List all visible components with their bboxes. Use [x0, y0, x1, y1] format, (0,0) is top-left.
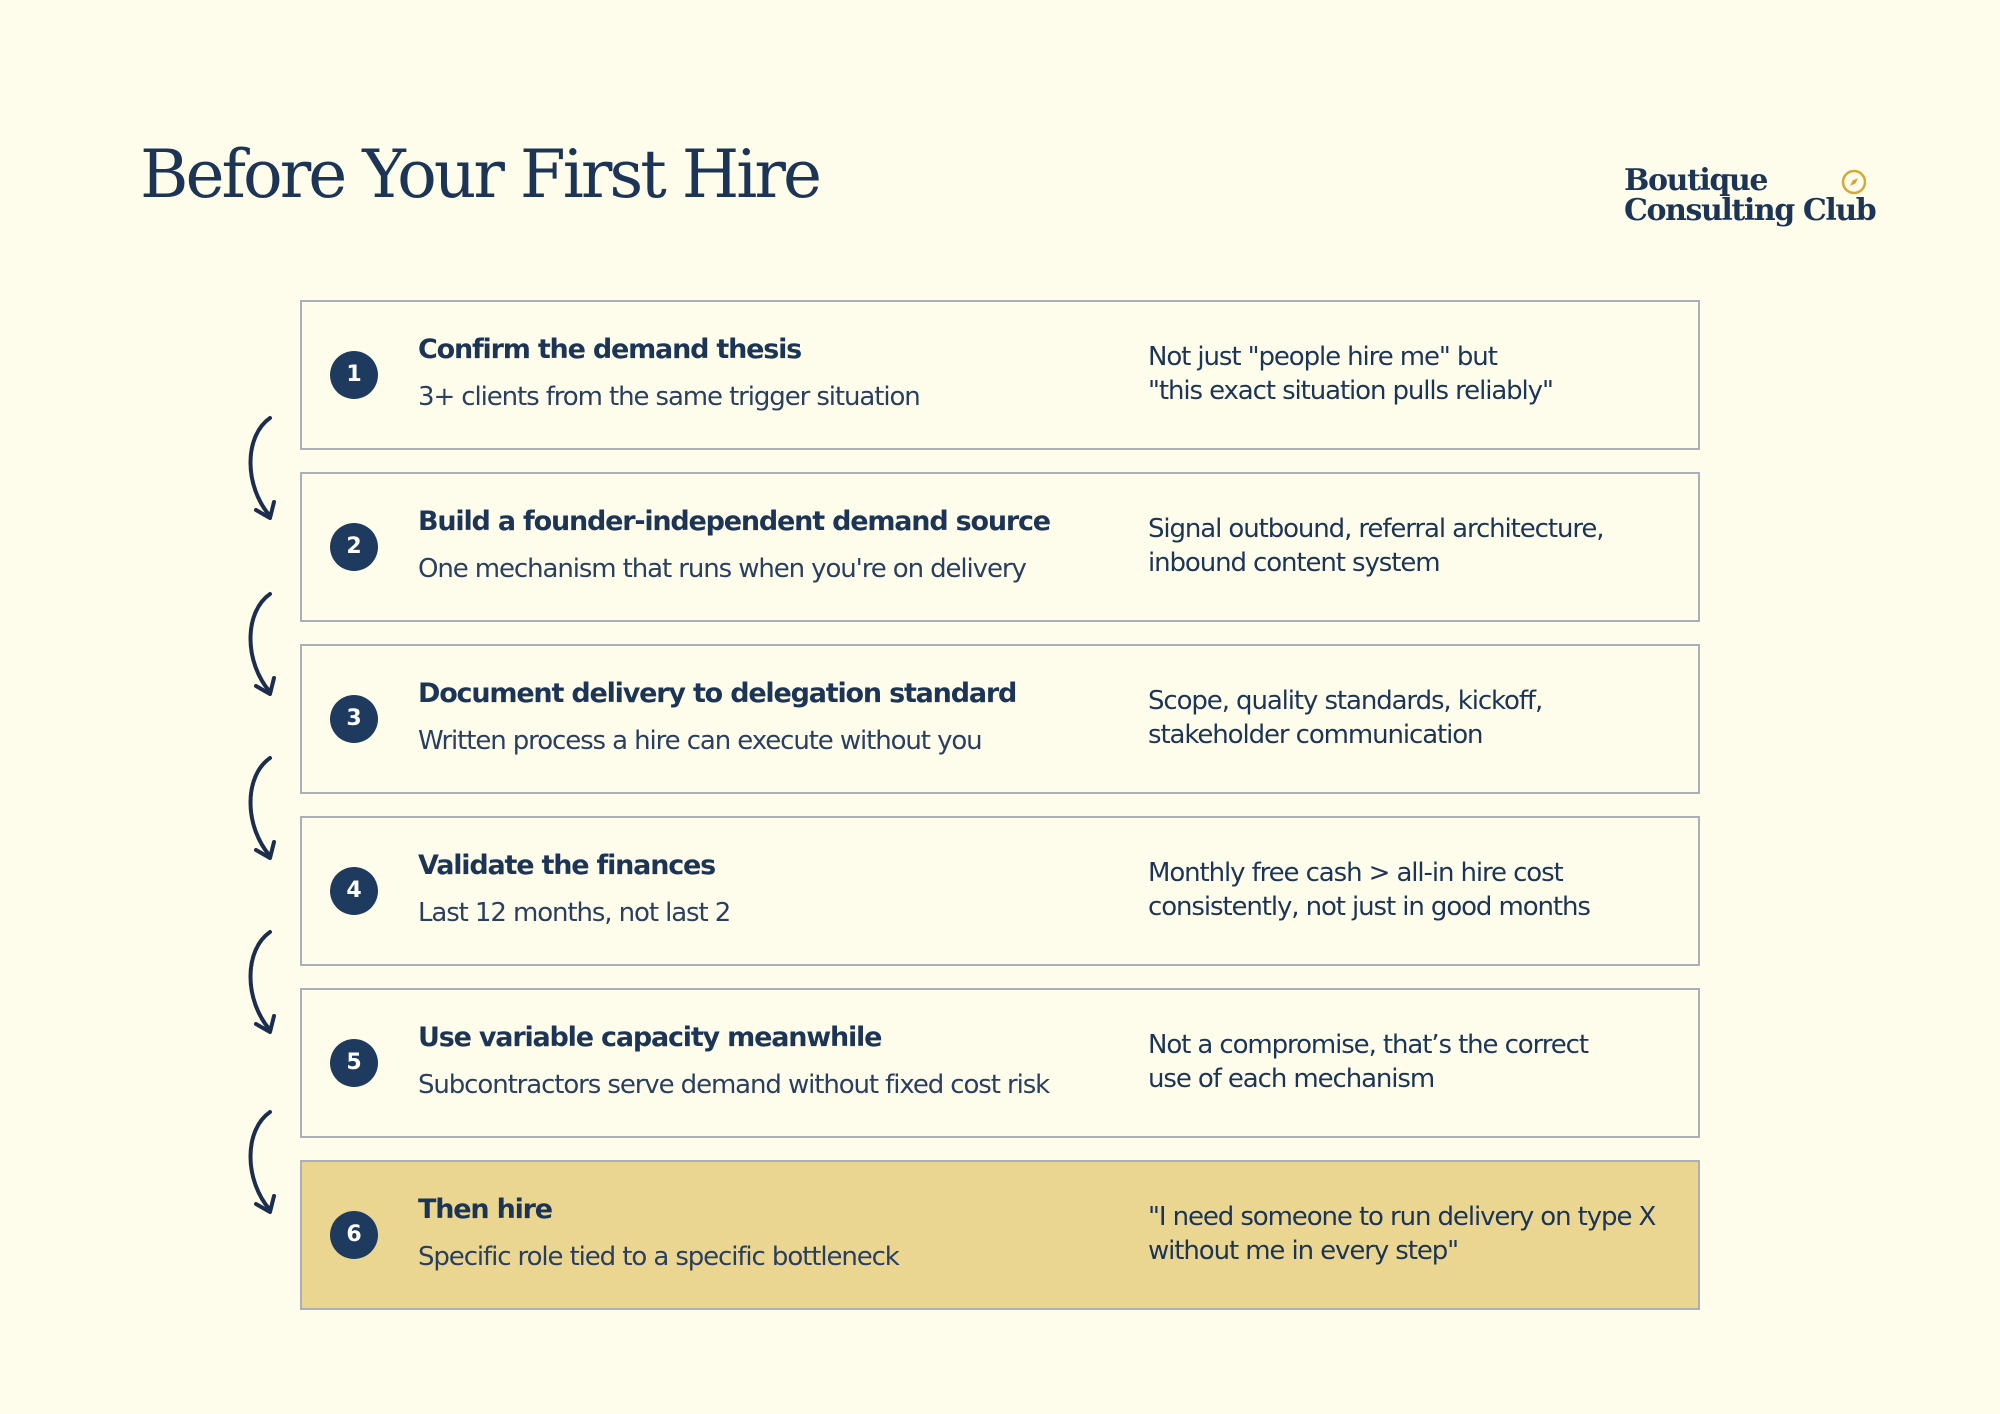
step-title: Build a founder-independent demand source [418, 506, 1050, 537]
curved-arrow-icon [240, 590, 290, 700]
step-number-badge: 5 [330, 1039, 378, 1087]
step-note: Not a compromise, that’s the correct use of each mechanism [1148, 1030, 1588, 1094]
step-number-badge: 3 [330, 695, 378, 743]
step-2 [300, 472, 1700, 622]
step-6 [300, 1160, 1700, 1310]
step-5 [300, 988, 1700, 1138]
step-number-badge: 1 [330, 351, 378, 399]
steps-list [300, 300, 1700, 1332]
curved-arrow-icon [240, 928, 290, 1038]
step-subtitle: One mechanism that runs when you're on delivery [418, 554, 1026, 584]
step-title: Document delivery to delegation standard [418, 678, 1017, 709]
step-title: Validate the finances [418, 850, 716, 881]
step-note: "I need someone to run delivery on type X without me in every step" [1148, 1202, 1656, 1266]
brand-logo [1624, 162, 1876, 242]
step-title: Use variable capacity meanwhile [418, 1022, 882, 1053]
step-note: Scope, quality standards, kickoff, stakeholder communication [1148, 686, 1543, 750]
step-subtitle: 3+ clients from the same trigger situation [418, 382, 920, 412]
step-note: Not just "people hire me" but "this exact situation pulls reliably" [1148, 342, 1553, 406]
step-subtitle: Written process a hire can execute without you [418, 726, 982, 756]
page-title: Before Your First Hire [140, 136, 820, 213]
step-subtitle: Subcontractors serve demand without fixed cost risk [418, 1070, 1050, 1100]
step-title: Then hire [418, 1194, 552, 1225]
step-1 [300, 300, 1700, 450]
brand-name-line-1: Boutique [1624, 163, 1768, 198]
step-3 [300, 644, 1700, 794]
step-note: Signal outbound, referral architecture, inbound content system [1148, 514, 1604, 578]
step-4 [300, 816, 1700, 966]
curved-arrow-icon [240, 414, 290, 524]
compass-icon [1840, 168, 1868, 196]
brand-name-line-2: Consulting Club [1624, 193, 1876, 228]
curved-arrow-icon [240, 754, 290, 864]
step-note: Monthly free cash > all-in hire cost consistently, not just in good months [1148, 858, 1590, 922]
step-subtitle: Specific role tied to a specific bottleneck [418, 1242, 899, 1272]
step-number-badge: 6 [330, 1211, 378, 1259]
step-subtitle: Last 12 months, not last 2 [418, 898, 731, 928]
step-number-badge: 4 [330, 867, 378, 915]
curved-arrow-icon [240, 1108, 290, 1218]
step-title: Confirm the demand thesis [418, 334, 802, 365]
step-number-badge: 2 [330, 523, 378, 571]
